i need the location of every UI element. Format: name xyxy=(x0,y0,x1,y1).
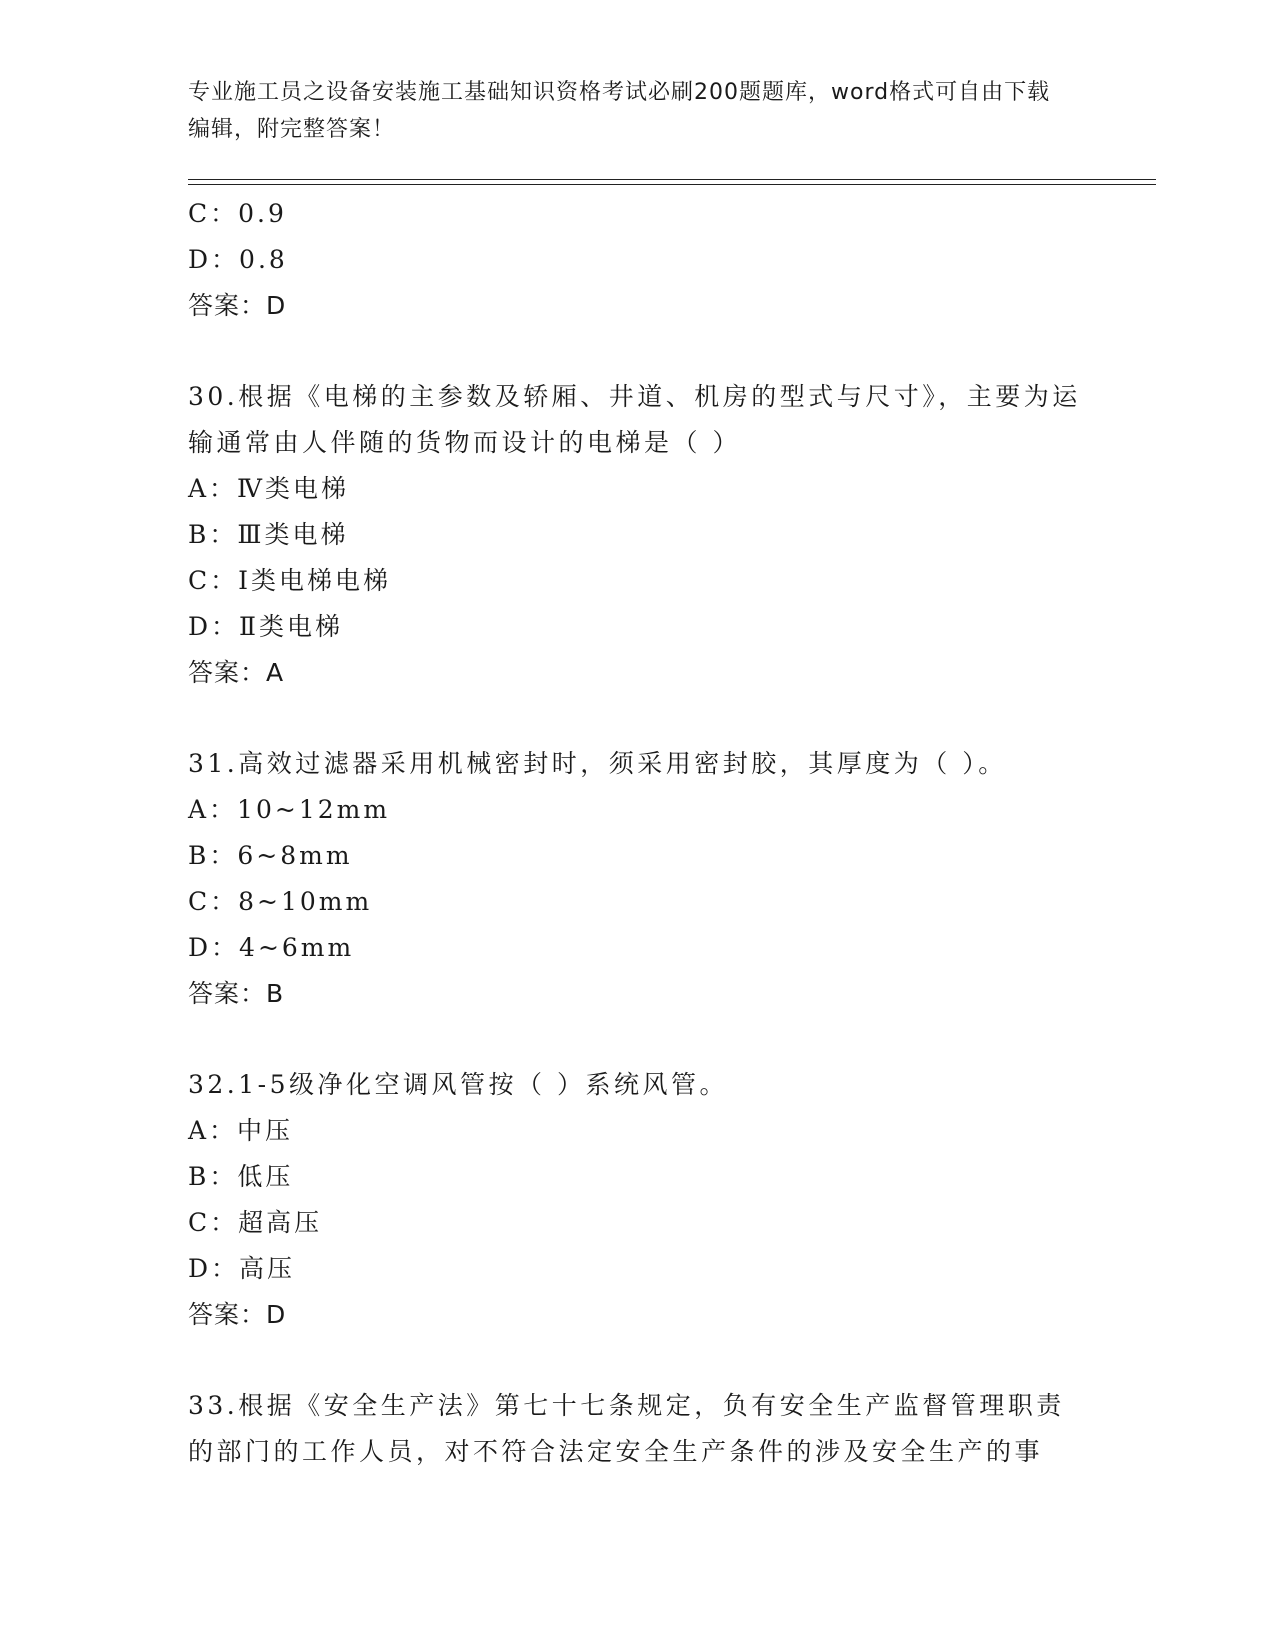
option-d: D：0.8 xyxy=(188,245,288,274)
question-list xyxy=(188,191,1088,1475)
option-c: C：Ⅰ类电梯电梯 xyxy=(188,566,392,595)
option-d: D：4~6mm xyxy=(188,933,355,962)
header-rule-bottom xyxy=(188,184,1156,185)
answer-line: 答案：B xyxy=(188,979,285,1008)
option-b: B：Ⅲ类电梯 xyxy=(188,520,349,549)
option-a: A：中压 xyxy=(188,1116,294,1145)
option-a: A：10~12mm xyxy=(188,795,391,824)
answer-line: 答案：D xyxy=(188,1300,287,1329)
answer-line: 答案：D xyxy=(188,291,287,320)
option-d: D：高压 xyxy=(188,1254,296,1283)
document-header xyxy=(188,74,1068,148)
option-b: B：低压 xyxy=(188,1162,294,1191)
question-text: 30.根据《电梯的主参数及轿厢、井道、机房的型式与尺寸》，主要为运输通常由人伴随的货物而设计的电梯是（ ） xyxy=(188,382,1081,457)
option-c: C：超高压 xyxy=(188,1208,323,1237)
question-text: 32.1-5级净化空调风管按（ ）系统风管。 xyxy=(188,1070,728,1099)
option-d: D：Ⅱ类电梯 xyxy=(188,612,344,641)
option-a: A：Ⅳ类电梯 xyxy=(188,474,350,503)
question-30 xyxy=(188,374,1088,696)
option-c: C：8~10mm xyxy=(188,887,373,916)
question-text: 33.根据《安全生产法》第七十七条规定，负有安全生产监督管理职责的部门的工作人员，对不符合法定安全生产条件的涉及安全生产的事 xyxy=(188,1391,1065,1466)
answer-line: 答案：A xyxy=(188,658,285,687)
header-rule-top xyxy=(188,179,1156,180)
question-31 xyxy=(188,741,1088,1017)
option-c: C：0.9 xyxy=(188,199,287,228)
question-33 xyxy=(188,1383,1088,1475)
question-32 xyxy=(188,1062,1088,1338)
previous-question-tail xyxy=(188,191,1088,329)
question-text: 31.高效过滤器采用机械密封时，须采用密封胶，其厚度为（ ）。 xyxy=(188,749,1007,778)
option-b: B：6~8mm xyxy=(188,841,353,870)
document-title: 专业施工员之设备安装施工基础知识资格考试必刷200题题库，word格式可自由下载编辑，附完整答案！ xyxy=(188,80,1051,142)
